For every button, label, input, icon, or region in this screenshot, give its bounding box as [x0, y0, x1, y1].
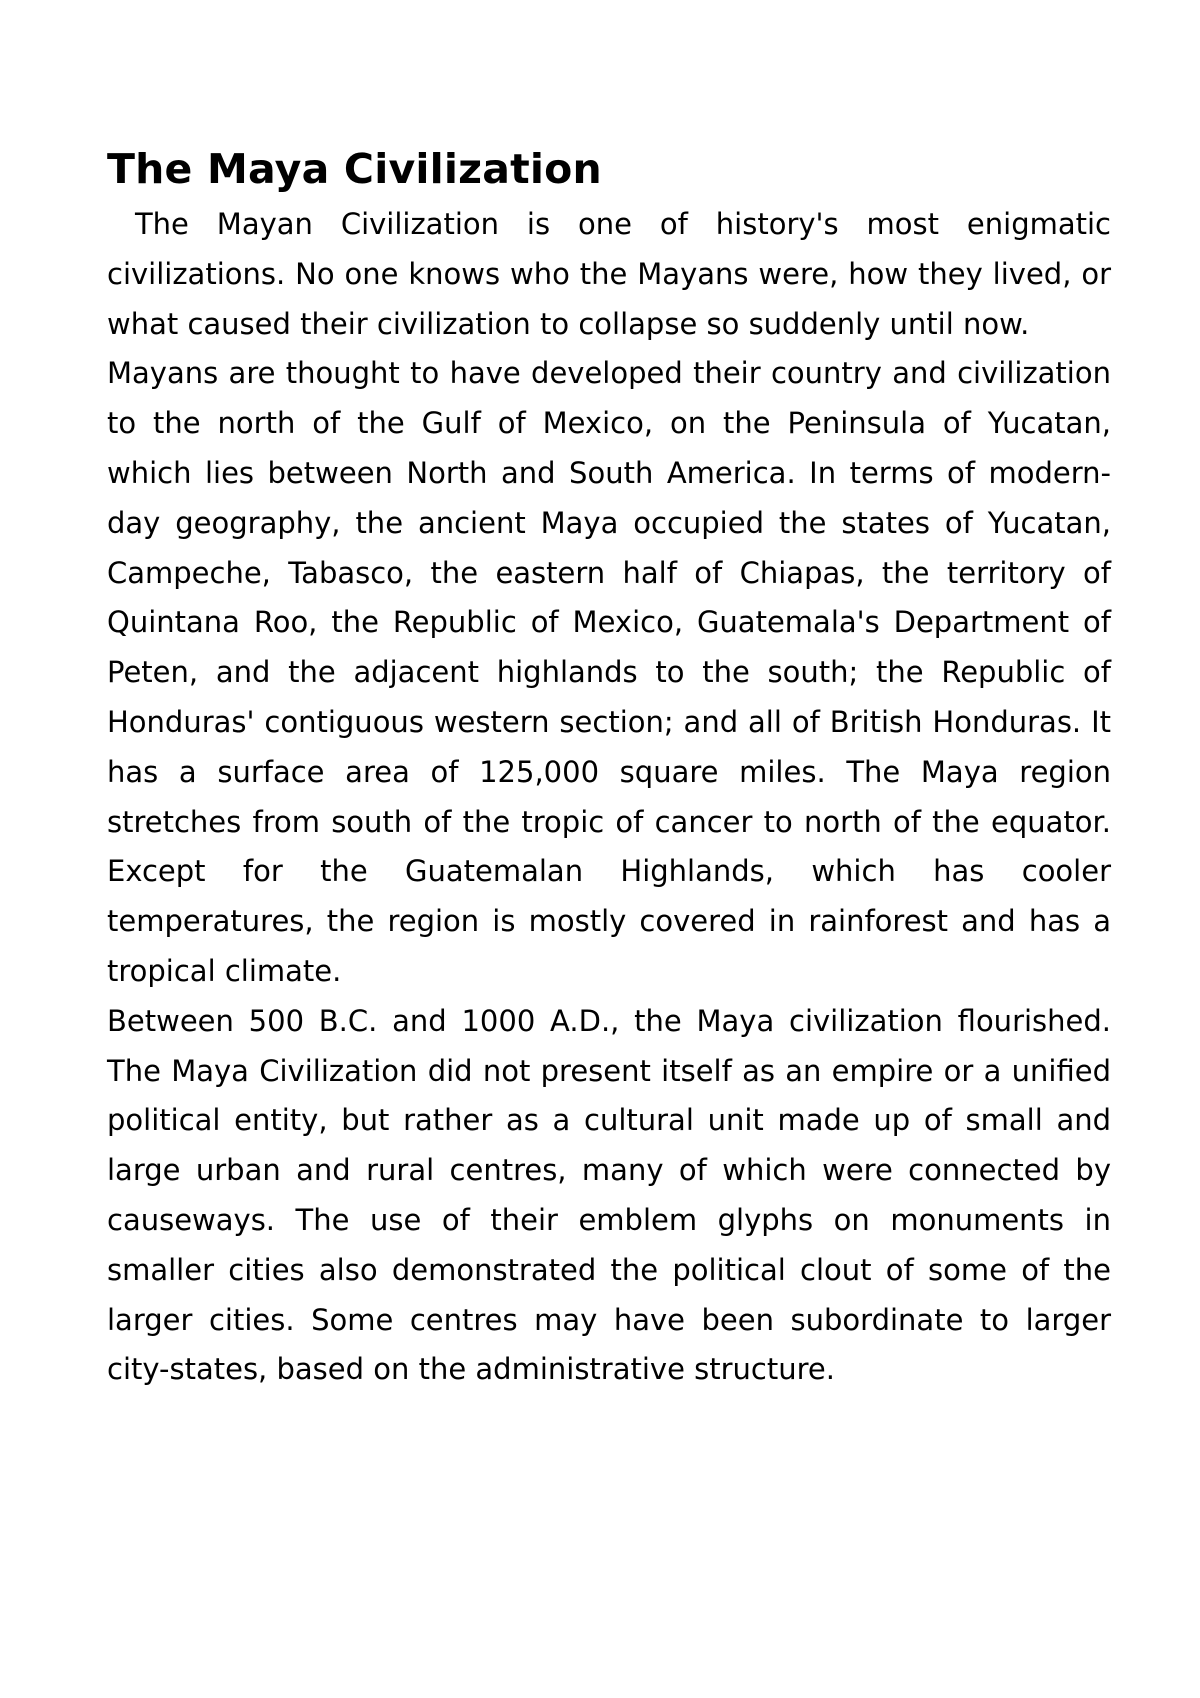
paragraph-geography: Mayans are thought to have developed their country and civilization to the north of the Gulf of Mexico, on the Peninsula of Yucatan, which lies between North and South America. In terms of modern-day geography, the ancient Maya occupied the states of Yucatan, Campeche, Tabasco, the eastern half of Chiapas, the territory of Quintana Roo, the Republic of Mexico, Guatemala's Department of Peten, and the adjacent highlands to the south; the Republic of Honduras' contiguous western section; and all of British Honduras. It has a surface area of 125,000 square miles. The Maya region stretches from south of the tropic of cancer to north of the equator. Except for the Guatemalan Highlands, which has cooler temperatures, the region is mostly covered in rainforest and has a tropical climate.	[107, 356, 1111, 988]
document-title: The Maya Civilization	[107, 145, 602, 193]
paragraph-intro: The Mayan Civilization is one of history's most enigmatic civilizations. No one knows who the Mayans were, how they lived, or what caused their civilization to collapse so suddenly until now.	[107, 207, 1121, 341]
paragraph-history: Between 500 B.C. and 1000 A.D., the Maya civilization flourished. The Maya Civilization did not present itself as an empire or a unified political entity, but rather as a cultural unit made up of small and large urban and rural centres, many of which were connected by causeways. The use of their emblem glyphs on monuments in smaller cities also demonstrated the political clout of some of the larger cities. Some centres may have been subordinate to larger city-states, based on the administrative structure.	[107, 1003, 1111, 1387]
document-page	[107, 138, 1121, 1395]
